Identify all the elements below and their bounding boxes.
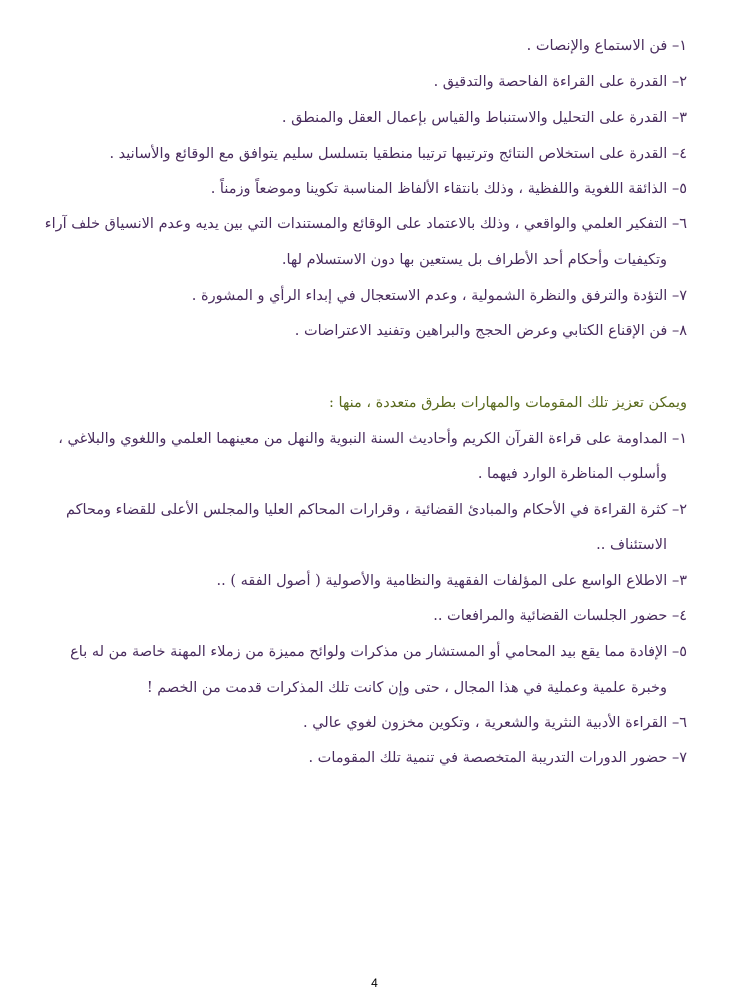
list-item: ٤– حضور الجلسات القضائية والمرافعات ..	[433, 608, 687, 624]
section-intro: ويمكن تعزيز تلك المقومات والمهارات بطرق متعددة ، منها :	[329, 395, 687, 411]
list-item-continuation: وتكيفيات وأحكام أحد الأطراف بل يستعين بها دون الاستسلام لها.	[281, 252, 667, 268]
list-item: ٥– الذائقة اللغوية واللفظية ، وذلك بانتقاء الألفاظ المناسبة تكوينا وموضعاً وزمناً .	[210, 181, 687, 197]
list-item: ٦– القراءة الأدبية النثرية والشعرية ، وتكوين مخزون لغوي عالي .	[302, 715, 687, 731]
page-number: 4	[371, 976, 378, 990]
list-item-continuation: الاستئناف ..	[596, 537, 667, 553]
list-item: ١– فن الاستماع والإنصات .	[526, 38, 687, 54]
list-item: ٥– الإفادة مما يقع بيد المحامي أو المستشار من مذكرات ولوائح مميزة من زملاء المهنة خاصة من له باع	[70, 644, 687, 660]
list-item: ٢– القدرة على القراءة الفاحصة والتدقيق .	[433, 74, 687, 90]
list-item: ٦– التفكير العلمي والواقعي ، وذلك بالاعتماد على الوقائع والمستندات التي بين يديه وعدم الانسياق خلف آراء	[44, 216, 687, 232]
list-item: ١– المداومة على قراءة القرآن الكريم وأحاديث السنة النبوية والنهل من معينهما العلمي واللغوي والبلاغي ،	[58, 431, 687, 447]
list-item: ٤– القدرة على استخلاص النتائج وترتيبها ترتيبا منطقيا بتسلسل سليم يتوافق مع الوقائع والأسانيد .	[109, 146, 687, 162]
list-item: ٢– كثرة القراءة في الأحكام والمبادئ القضائية ، وقرارات المحاكم العليا والمجلس الأعلى للقضاء ومحاكم	[65, 502, 687, 518]
list-item: ٣– القدرة على التحليل والاستنباط والقياس بإعمال العقل والمنطق .	[281, 110, 687, 126]
list-item: ٧– التؤدة والترفق والنظرة الشمولية ، وعدم الاستعجال في إبداء الرأي و المشورة .	[191, 288, 687, 304]
list-item-continuation: وخبرة علمية وعملية في هذا المجال ، حتى وإن كانت تلك المذكرات قدمت من الخصم !	[146, 680, 667, 696]
list-item: ٣– الاطلاع الواسع على المؤلفات الفقهية والنظامية والأصولية ( أصول الفقه ) ..	[216, 573, 687, 589]
list-item-continuation: وأسلوب المناظرة الوارد فيهما .	[477, 466, 667, 482]
list-item: ٨– فن الإقناع الكتابي وعرض الحجج والبراهين وتفنيد الاعتراضات .	[294, 323, 687, 339]
list-item: ٧– حضور الدورات التدريبة المتخصصة في تنمية تلك المقومات .	[308, 750, 687, 766]
